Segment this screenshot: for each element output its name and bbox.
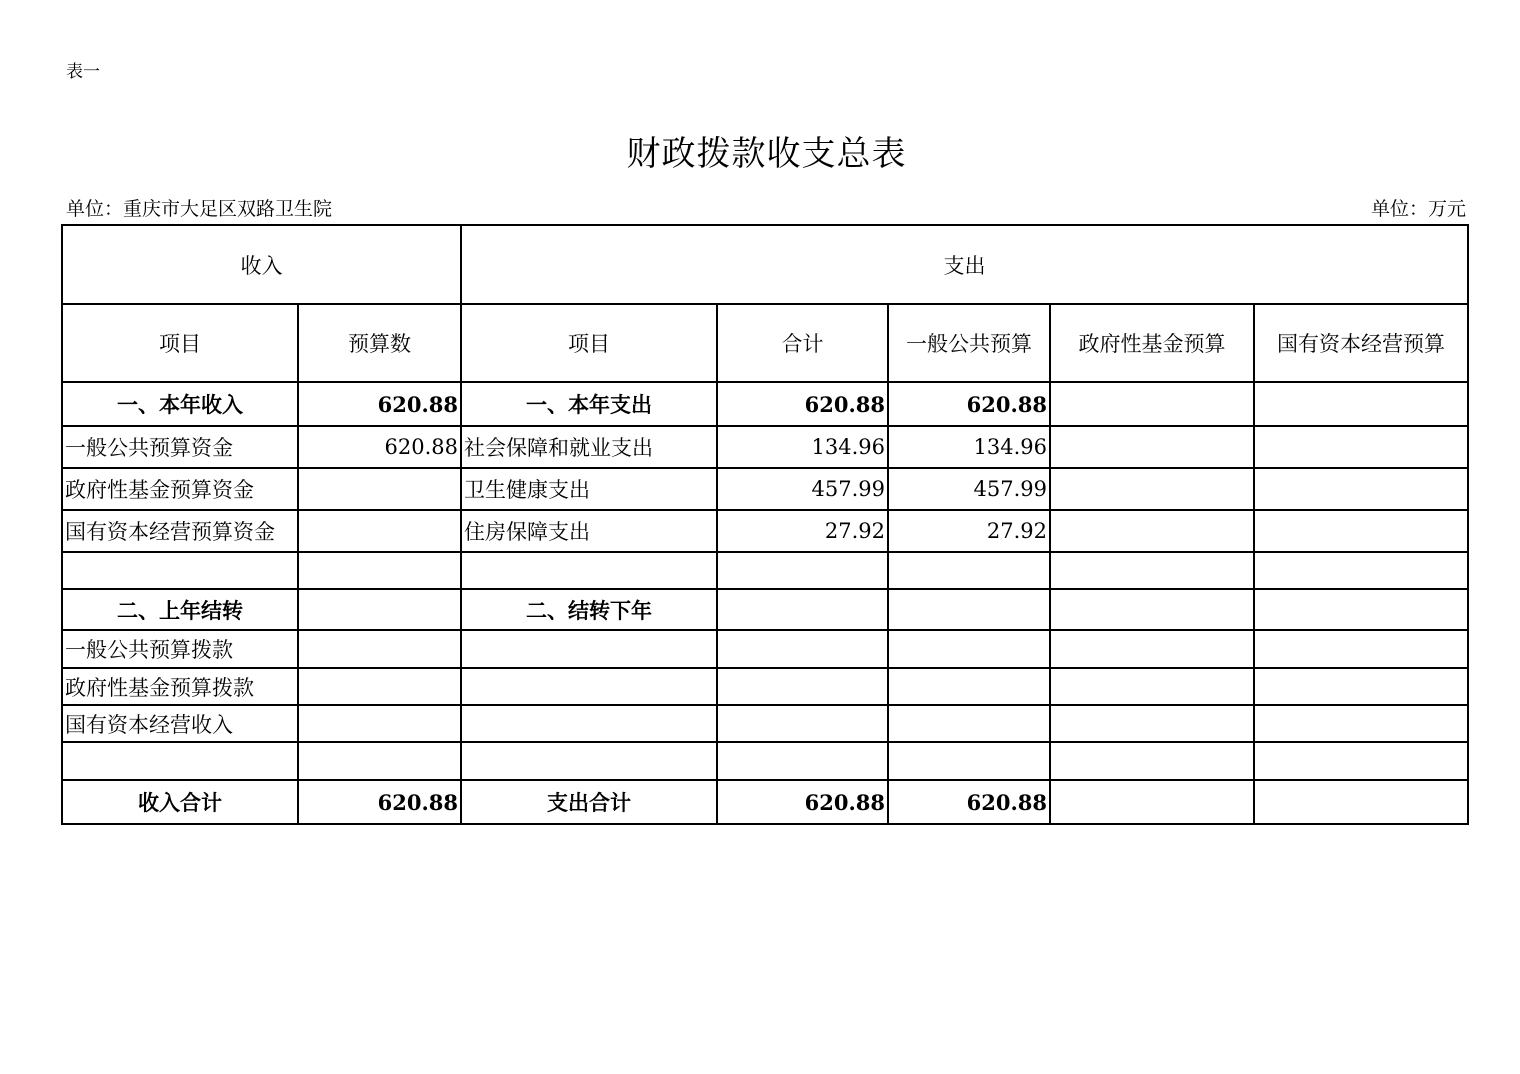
page-title: 财政拨款收支总表 bbox=[626, 134, 907, 174]
cell-income-amount bbox=[298, 705, 461, 742]
cell-income-item: 一、本年收入 bbox=[62, 382, 298, 426]
cell-expense-state-capital bbox=[1254, 382, 1468, 426]
cell-expense-state-capital bbox=[1254, 468, 1468, 510]
cell-expense-total: 457.99 bbox=[717, 468, 888, 510]
cell-expense-item: 卫生健康支出 bbox=[461, 468, 717, 510]
cell-expense-general bbox=[888, 589, 1050, 630]
cell-expense-item: 支出合计 bbox=[461, 780, 717, 824]
cell-expense-fund bbox=[1050, 510, 1254, 552]
cell-expense-general bbox=[888, 705, 1050, 742]
cell-expense-general: 134.96 bbox=[888, 426, 1050, 468]
col-header-expense-item: 项目 bbox=[461, 304, 717, 382]
cell-expense-general: 620.88 bbox=[888, 382, 1050, 426]
income-section-header: 收入 bbox=[62, 225, 461, 304]
table-row bbox=[62, 510, 1468, 552]
cell-income-amount bbox=[298, 630, 461, 668]
cell-income-item: 二、上年结转 bbox=[62, 589, 298, 630]
table-row bbox=[62, 468, 1468, 510]
col-header-income-item: 项目 bbox=[62, 304, 298, 382]
cell-expense-general bbox=[888, 668, 1050, 705]
cell-expense-state-capital bbox=[1254, 552, 1468, 589]
cell-income-amount bbox=[298, 668, 461, 705]
cell-expense-state-capital bbox=[1254, 426, 1468, 468]
col-header-state-capital-budget: 国有资本经营预算 bbox=[1254, 304, 1468, 382]
cell-expense-general: 620.88 bbox=[888, 780, 1050, 824]
cell-expense-total: 134.96 bbox=[717, 426, 888, 468]
cell-income-amount: 620.88 bbox=[298, 780, 461, 824]
table-row bbox=[62, 705, 1468, 742]
table-row bbox=[62, 742, 1468, 780]
cell-expense-item: 一、本年支出 bbox=[461, 382, 717, 426]
cell-expense-total bbox=[717, 742, 888, 780]
cell-income-item: 一般公共预算资金 bbox=[62, 426, 298, 468]
cell-income-amount bbox=[298, 552, 461, 589]
cell-expense-total: 620.88 bbox=[717, 382, 888, 426]
col-header-budget-amount: 预算数 bbox=[298, 304, 461, 382]
cell-expense-fund bbox=[1050, 668, 1254, 705]
col-header-general-budget: 一般公共预算 bbox=[888, 304, 1050, 382]
cell-income-item: 收入合计 bbox=[62, 780, 298, 824]
cell-expense-fund bbox=[1050, 630, 1254, 668]
cell-expense-state-capital bbox=[1254, 742, 1468, 780]
cell-expense-state-capital bbox=[1254, 668, 1468, 705]
cell-expense-state-capital bbox=[1254, 705, 1468, 742]
cell-income-amount bbox=[298, 510, 461, 552]
cell-expense-total bbox=[717, 668, 888, 705]
cell-income-amount bbox=[298, 742, 461, 780]
cell-income-amount: 620.88 bbox=[298, 382, 461, 426]
cell-expense-total bbox=[717, 705, 888, 742]
table-row bbox=[62, 552, 1468, 589]
section-header-row bbox=[62, 225, 1468, 304]
cell-expense-fund bbox=[1050, 382, 1254, 426]
cell-income-amount: 620.88 bbox=[298, 426, 461, 468]
cell-expense-item bbox=[461, 742, 717, 780]
cell-expense-state-capital bbox=[1254, 589, 1468, 630]
cell-expense-general: 27.92 bbox=[888, 510, 1050, 552]
cell-expense-item: 二、结转下年 bbox=[461, 589, 717, 630]
expense-section-header: 支出 bbox=[461, 225, 1468, 304]
cell-expense-total bbox=[717, 630, 888, 668]
cell-income-item bbox=[62, 742, 298, 780]
cell-expense-item: 住房保障支出 bbox=[461, 510, 717, 552]
cell-income-item bbox=[62, 552, 298, 589]
table-number: 表一 bbox=[66, 62, 100, 82]
cell-expense-fund bbox=[1050, 742, 1254, 780]
cell-expense-total: 620.88 bbox=[717, 780, 888, 824]
cell-expense-item: 社会保障和就业支出 bbox=[461, 426, 717, 468]
cell-income-amount bbox=[298, 589, 461, 630]
cell-expense-item bbox=[461, 668, 717, 705]
cell-income-item: 政府性基金预算拨款 bbox=[62, 668, 298, 705]
cell-expense-item bbox=[461, 552, 717, 589]
budget-summary-table bbox=[61, 224, 1469, 825]
cell-expense-item bbox=[461, 630, 717, 668]
col-header-total: 合计 bbox=[717, 304, 888, 382]
cell-expense-fund bbox=[1050, 589, 1254, 630]
cell-expense-state-capital bbox=[1254, 630, 1468, 668]
cell-expense-general bbox=[888, 552, 1050, 589]
table-row bbox=[62, 382, 1468, 426]
cell-expense-fund bbox=[1050, 780, 1254, 824]
cell-expense-state-capital bbox=[1254, 510, 1468, 552]
cell-income-item: 政府性基金预算资金 bbox=[62, 468, 298, 510]
cell-income-item: 国有资本经营收入 bbox=[62, 705, 298, 742]
cell-expense-general: 457.99 bbox=[888, 468, 1050, 510]
table-row bbox=[62, 589, 1468, 630]
cell-expense-general bbox=[888, 742, 1050, 780]
cell-expense-total bbox=[717, 589, 888, 630]
cell-expense-total bbox=[717, 552, 888, 589]
table-row bbox=[62, 668, 1468, 705]
cell-expense-fund bbox=[1050, 552, 1254, 589]
cell-expense-total: 27.92 bbox=[717, 510, 888, 552]
cell-expense-fund bbox=[1050, 705, 1254, 742]
unit-organization: 单位：重庆市大足区双路卫生院 bbox=[66, 198, 333, 220]
table-row bbox=[62, 426, 1468, 468]
table-row bbox=[62, 630, 1468, 668]
table-row bbox=[62, 780, 1468, 824]
cell-expense-general bbox=[888, 630, 1050, 668]
cell-expense-state-capital bbox=[1254, 780, 1468, 824]
col-header-fund-budget: 政府性基金预算 bbox=[1050, 304, 1254, 382]
cell-expense-fund bbox=[1050, 426, 1254, 468]
cell-expense-fund bbox=[1050, 468, 1254, 510]
cell-income-item: 国有资本经营预算资金 bbox=[62, 510, 298, 552]
cell-income-item: 一般公共预算拨款 bbox=[62, 630, 298, 668]
cell-income-amount bbox=[298, 468, 461, 510]
column-header-row bbox=[62, 304, 1468, 382]
cell-expense-item bbox=[461, 705, 717, 742]
unit-currency: 单位：万元 bbox=[1370, 198, 1466, 220]
